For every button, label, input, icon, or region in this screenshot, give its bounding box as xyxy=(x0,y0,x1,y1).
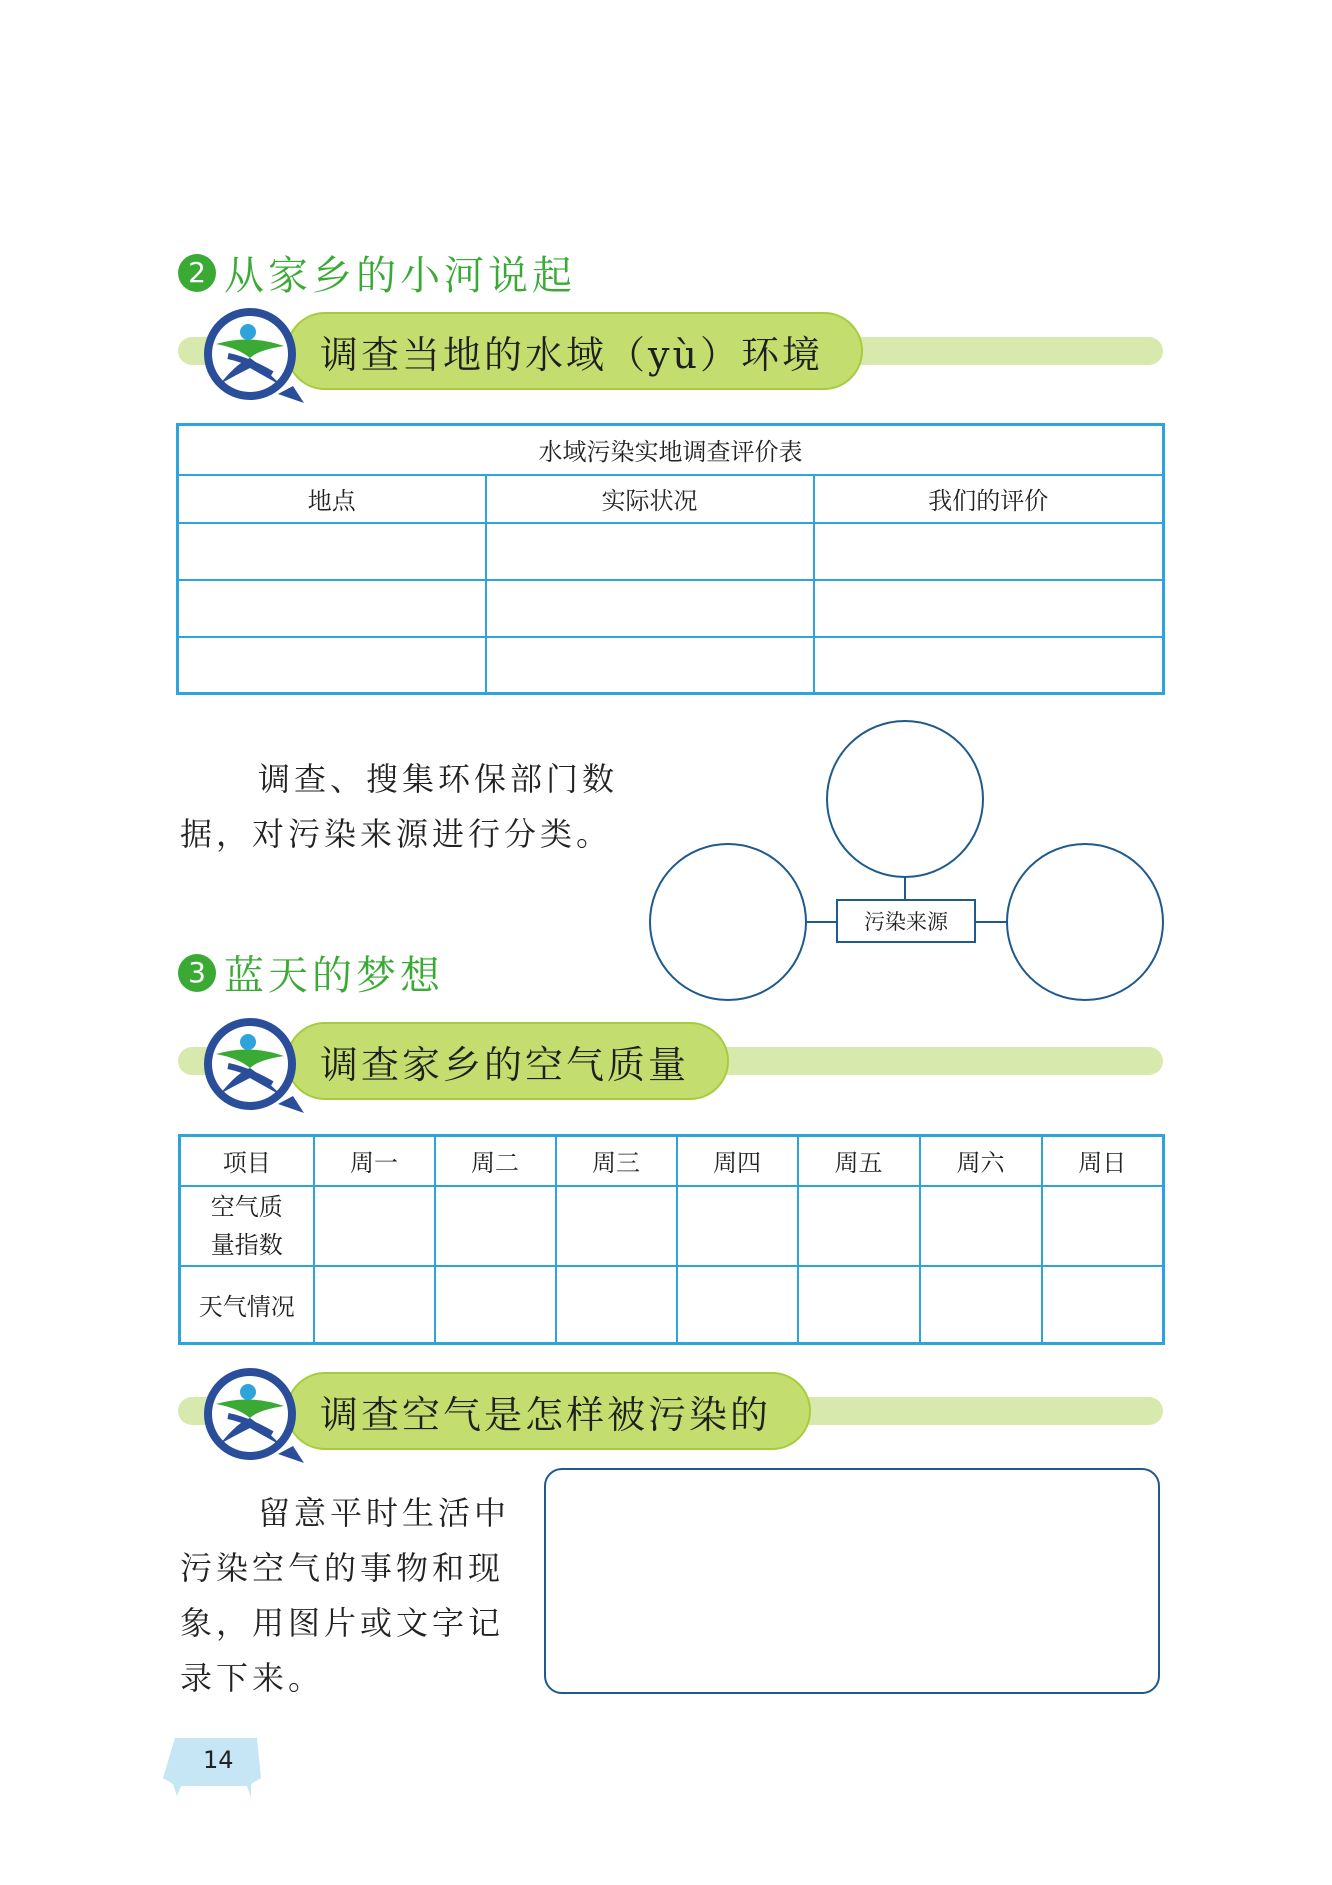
input-cell[interactable] xyxy=(556,1186,677,1266)
section-title: 从家乡的小河说起 xyxy=(224,253,576,299)
center-label: 污染来源 xyxy=(864,910,948,934)
header-thursday: 周四 xyxy=(677,1136,798,1186)
record-box[interactable] xyxy=(544,1468,1160,1694)
category-circle-left xyxy=(650,844,806,1000)
input-cell[interactable] xyxy=(677,1266,798,1344)
banner-pill xyxy=(286,312,863,390)
input-cell[interactable] xyxy=(486,523,814,580)
page-number-tab xyxy=(163,1738,263,1798)
header-saturday: 周六 xyxy=(920,1136,1042,1186)
banner-title: 调查当地的水域（yù）环境 xyxy=(320,332,823,377)
header-row xyxy=(180,1136,1164,1186)
header-our-evaluation: 我们的评价 xyxy=(814,475,1164,523)
input-cell[interactable] xyxy=(1042,1266,1164,1344)
banner-title: 调查空气是怎样被污染的 xyxy=(320,1392,772,1437)
activity-banner-water xyxy=(178,306,1163,396)
activity-banner-air-quality xyxy=(178,1016,1163,1106)
input-cell[interactable] xyxy=(435,1266,556,1344)
input-cell[interactable] xyxy=(1042,1186,1164,1266)
category-circle-top xyxy=(827,721,983,877)
input-cell[interactable] xyxy=(677,1186,798,1266)
input-cell[interactable] xyxy=(486,637,814,694)
header-tuesday: 周二 xyxy=(435,1136,556,1186)
input-cell[interactable] xyxy=(314,1186,435,1266)
input-cell[interactable] xyxy=(178,637,486,694)
input-cell[interactable] xyxy=(435,1186,556,1266)
banner-pill xyxy=(286,1022,729,1100)
activity-banner-air-pollution xyxy=(178,1366,1163,1456)
pollution-source-diagram xyxy=(645,715,1175,1005)
header-sunday: 周日 xyxy=(1042,1136,1164,1186)
page-number: 14 xyxy=(203,1746,234,1774)
table-caption: 水域污染实地调查评价表 xyxy=(178,425,1164,475)
activity-logo-icon xyxy=(198,1016,308,1116)
input-cell[interactable] xyxy=(556,1266,677,1344)
input-cell[interactable] xyxy=(178,580,486,637)
section-2-heading xyxy=(178,244,576,301)
banner-pill xyxy=(286,1372,811,1450)
input-cell[interactable] xyxy=(814,580,1164,637)
header-actual-status: 实际状况 xyxy=(486,475,814,523)
activity-logo-icon xyxy=(198,306,308,406)
section-number: 3 xyxy=(178,954,216,992)
input-cell[interactable] xyxy=(486,580,814,637)
input-cell[interactable] xyxy=(314,1266,435,1344)
category-circle-right xyxy=(1007,844,1163,1000)
input-cell[interactable] xyxy=(920,1266,1042,1344)
water-survey-table xyxy=(176,423,1165,695)
table-row xyxy=(180,1186,1164,1266)
header-monday: 周一 xyxy=(314,1136,435,1186)
table-row xyxy=(178,637,1164,694)
section-3-heading xyxy=(178,944,444,1001)
table-row xyxy=(178,580,1164,637)
input-cell[interactable] xyxy=(920,1186,1042,1266)
input-cell[interactable] xyxy=(814,523,1164,580)
header-wednesday: 周三 xyxy=(556,1136,677,1186)
input-cell[interactable] xyxy=(798,1266,920,1344)
row-label-weather: 天气情况 xyxy=(180,1266,314,1344)
header-location: 地点 xyxy=(178,475,486,523)
air-quality-table xyxy=(178,1134,1165,1345)
row-label-aqi: 空气质量指数 xyxy=(180,1186,314,1266)
input-cell[interactable] xyxy=(814,637,1164,694)
banner-title: 调查家乡的空气质量 xyxy=(320,1042,690,1087)
table-row xyxy=(180,1266,1164,1344)
header-item: 项目 xyxy=(180,1136,314,1186)
input-cell[interactable] xyxy=(178,523,486,580)
air-instruction-text: 留意平时生活中污染空气的事物和现象，用图片或文字记录下来。 xyxy=(180,1494,511,1697)
header-friday: 周五 xyxy=(798,1136,920,1186)
water-instruction-text: 调查、搜集环保部门数据，对污染来源进行分类。 xyxy=(180,760,619,853)
activity-logo-icon xyxy=(198,1366,308,1466)
section-number: 2 xyxy=(178,254,216,292)
table-row xyxy=(178,523,1164,580)
section-title: 蓝天的梦想 xyxy=(224,953,444,999)
input-cell[interactable] xyxy=(798,1186,920,1266)
